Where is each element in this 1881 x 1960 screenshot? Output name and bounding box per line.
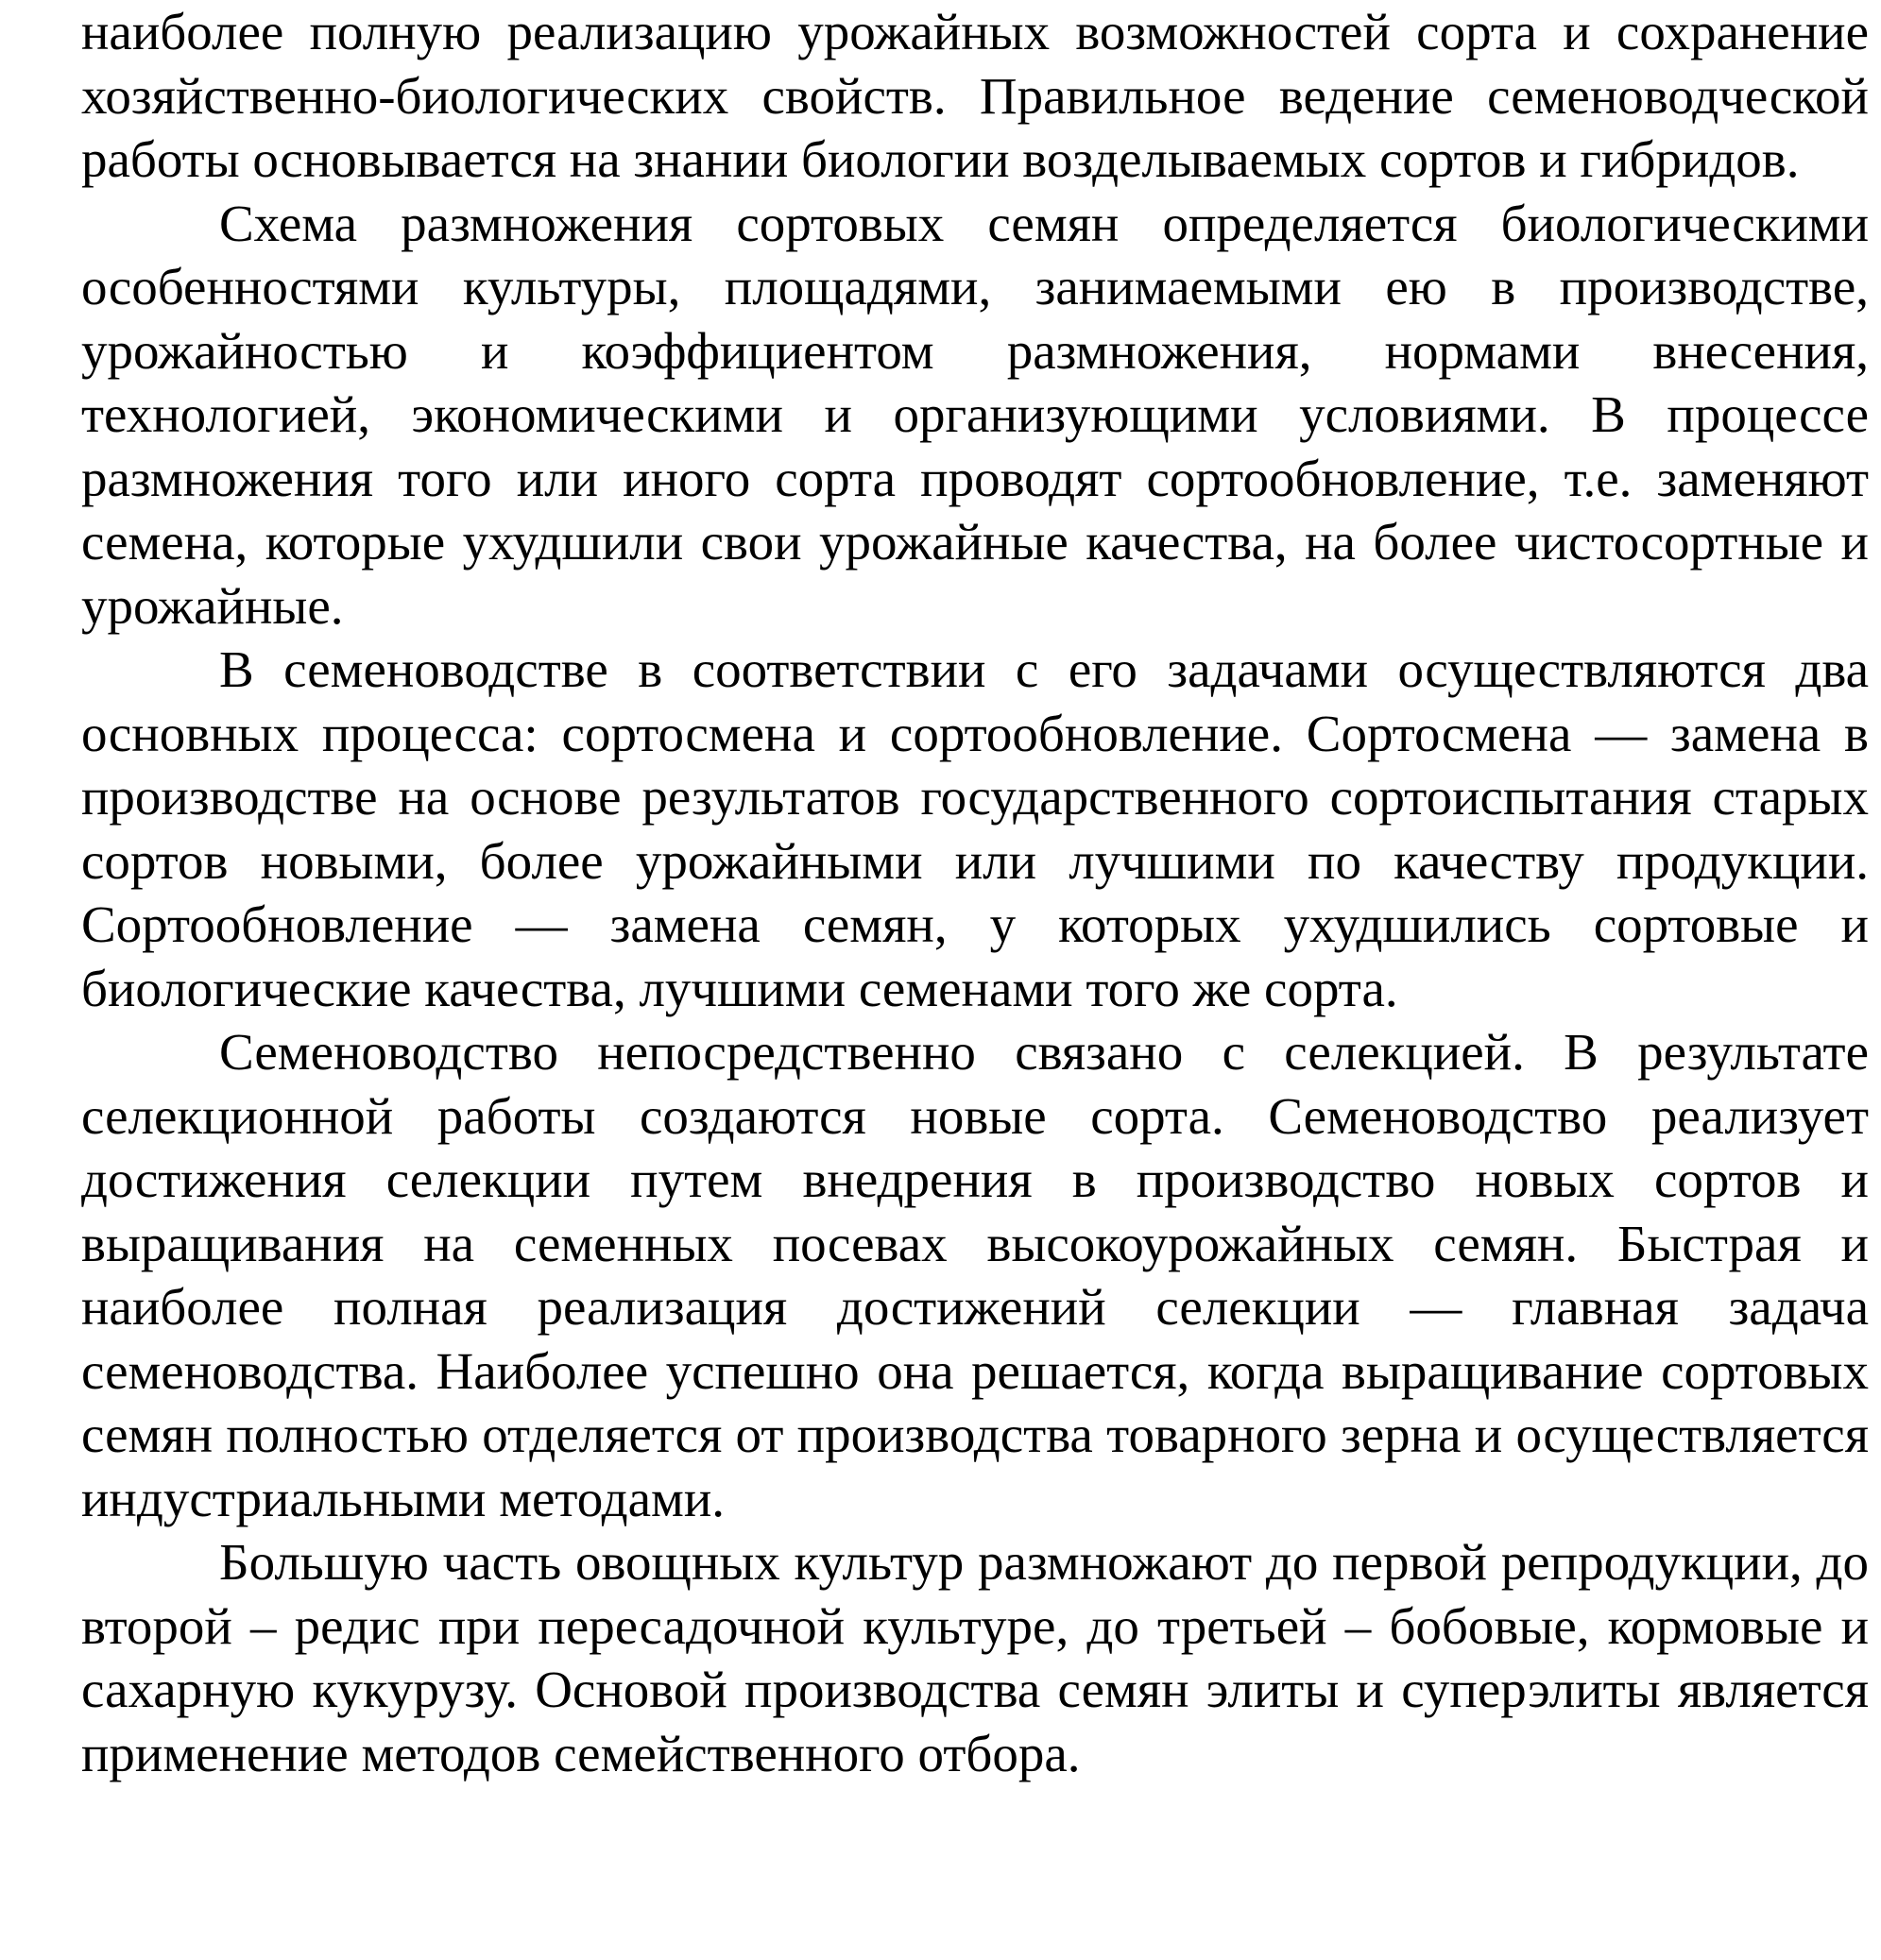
text-column — [81, 0, 1869, 1785]
paragraph-variety-change: В семеноводстве в соответствии с его задачами осуществляются два основных процесса: сортосмена и сортообновление. Сортосмена — замена в производстве на основе результатов государственного сортоиспытания старых сортов новыми, более урожайными или лучшими по качеству продукции. Сортообновление — замена семян, у которых ухудшились сортовые и биологические качества, лучшими семенами того же сорта. — [81, 640, 1869, 1017]
paragraph-propagation-scheme: Схема размножения сортовых семян определяется биологическими особенностями культуры, площадями, занимаемыми ею в производстве, урожайностью и коэффициентом размножения, нормами внесения, технологией, экономическими и организующими условиями. В процессе размножения того или иного сорта проводят сортообновление, т.е. заменяют семена, которые ухудшили свои урожайные качества, на более чистосортные и урожайные. — [81, 194, 1869, 635]
paragraph-continuation: наиболее полную реализацию урожайных возможностей сорта и сохранение хозяйственно-биологических свойств. Правильное ведение семеноводческой работы основывается на знании биологии возделываемых сортов и гибридов. — [81, 3, 1869, 188]
paragraph-vegetable-reproduction: Большую часть овощных культур размножают до первой репродукции, до второй – редис при пересадочной культуре, до третьей – бобовые, кормовые и сахарную кукурузу. Основой производства семян элиты и суперэлиты является применение методов семейственного отбора. — [81, 1533, 1869, 1782]
paragraph-selection-link: Семеноводство непосредственно связано с селекцией. В результате селекционной работы создаются новые сорта. Семеноводство реализует достижения селекции путем внедрения в производство новых сортов и выращивания на семенных посевах высокоурожайных семян. Быстрая и наиболее полная реализация достижений селекции — главная задача семеноводства. Наиболее успешно она решается, когда выращивание сортовых семян полностью отделяется от производства товарного зерна и осуществляется индустриальными методами. — [81, 1023, 1869, 1527]
